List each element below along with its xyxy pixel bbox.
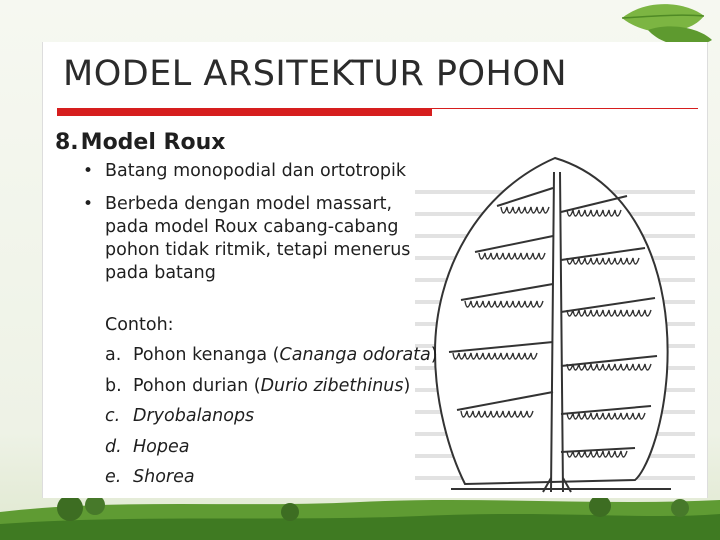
bullet-text: Berbeda dengan model massart, pada model Roux cabang-cabang pohon tidak ritmik, tetapi menerus pada batang	[105, 194, 411, 283]
example-text-end: )	[403, 375, 411, 396]
example-item	[105, 344, 438, 375]
example-species: Cananga odorata	[279, 345, 431, 365]
example-species: Hopea	[133, 436, 190, 457]
example-label: a.	[105, 345, 122, 365]
slide-content	[42, 42, 708, 498]
example-species: Dryobalanops	[133, 406, 255, 426]
bullet-item	[81, 193, 441, 285]
example-species: Shorea	[133, 467, 195, 487]
example-species: Durio zibethinus	[260, 375, 404, 396]
tree-architecture-figure	[405, 152, 707, 498]
title-divider-line	[432, 108, 698, 109]
section-title: Model Roux	[80, 130, 226, 155]
section-heading	[55, 130, 225, 155]
bullet-list	[81, 160, 441, 295]
title-accent-bar	[57, 108, 432, 116]
example-item	[105, 375, 438, 406]
example-label: b.	[105, 375, 122, 396]
bullet-item	[81, 160, 441, 183]
example-text: Pohon durian (	[133, 375, 261, 396]
example-text-end: )	[430, 345, 438, 365]
bullet-icon: •	[83, 161, 94, 181]
slide-title: MODEL ARSITEKTUR POHON	[63, 54, 568, 94]
example-label: d.	[105, 436, 122, 457]
bullet-text: Batang monopodial dan ortotropik	[105, 161, 407, 181]
example-item	[105, 466, 438, 497]
example-item	[105, 436, 438, 467]
example-text: Pohon kenanga (	[133, 345, 280, 365]
example-label: e.	[105, 467, 122, 487]
bullet-icon: •	[83, 194, 94, 214]
section-number: 8.	[55, 130, 79, 155]
examples-block	[105, 314, 438, 497]
examples-title: Contoh:	[105, 315, 174, 335]
example-label: c.	[105, 406, 121, 426]
example-item	[105, 405, 438, 436]
